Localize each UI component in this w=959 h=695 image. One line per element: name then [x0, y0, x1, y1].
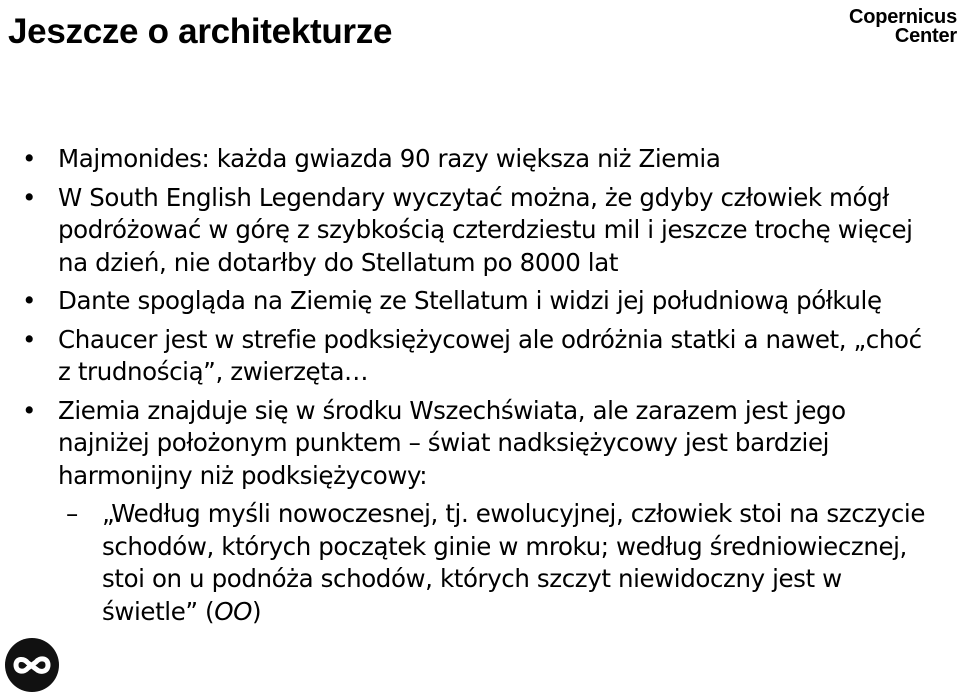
bullet-item — [22, 182, 937, 280]
dash-marker: – — [66, 499, 78, 528]
logo-line-1: Copernicus — [848, 6, 957, 28]
bullet-text: Chaucer jest w strefie podksiężycowej ale odróżnia statki a nawet, „choć z trudnością”, zwierzęta… — [58, 324, 922, 386]
sub-bullet-item — [22, 498, 937, 628]
bullet-marker: • — [22, 395, 37, 425]
bullet-marker: • — [22, 144, 37, 173]
logo-line-2: Center — [894, 25, 957, 47]
sub-bullet-italic: OO — [214, 596, 252, 626]
bullet-marker: • — [22, 182, 37, 212]
slide-title: Jeszcze o architekturze — [8, 12, 393, 51]
bullet-marker: • — [22, 286, 37, 315]
sub-bullet-end: ) — [252, 596, 262, 626]
sub-bullet-text: „Według myśli nowoczesnej, tj. ewolucyjnej, człowiek stoi na szczycie schodów, których początek ginie w mroku; według średniowiecznej, stoi on u podnóża schodów, których szczyt niewidoczny jest w świetle” ( — [102, 499, 925, 626]
bullet-text: W South English Legendary wyczytać można, że gdyby człowiek mógł podróżować w górę z szybkością czterdziestu mil i jeszcze trochę więcej na dzień, nie dotarłby do Stellatum po 8000 lat — [58, 182, 913, 277]
cc-license-icon — [4, 637, 60, 693]
bullet-marker: • — [22, 324, 37, 354]
bullet-item — [22, 143, 937, 176]
copernicus-center-logo — [849, 8, 957, 46]
bullet-item — [22, 324, 937, 389]
bullet-list — [22, 143, 937, 628]
bullet-text: Dante spogląda na Ziemię ze Stellatum i widzi jej południową półkulę — [58, 286, 882, 315]
bullet-text: Ziemia znajduje się w środku Wszechświata, ale zarazem jest jego najniżej położonym punktem – świat nadksiężycowy jest bardziej harmonijny niż podksiężycowy: — [58, 395, 846, 490]
bullet-text: Majmonides: każda gwiazda 90 razy większa niż Ziemia — [58, 144, 721, 173]
bullet-item — [22, 285, 937, 318]
bullet-item — [22, 395, 937, 493]
